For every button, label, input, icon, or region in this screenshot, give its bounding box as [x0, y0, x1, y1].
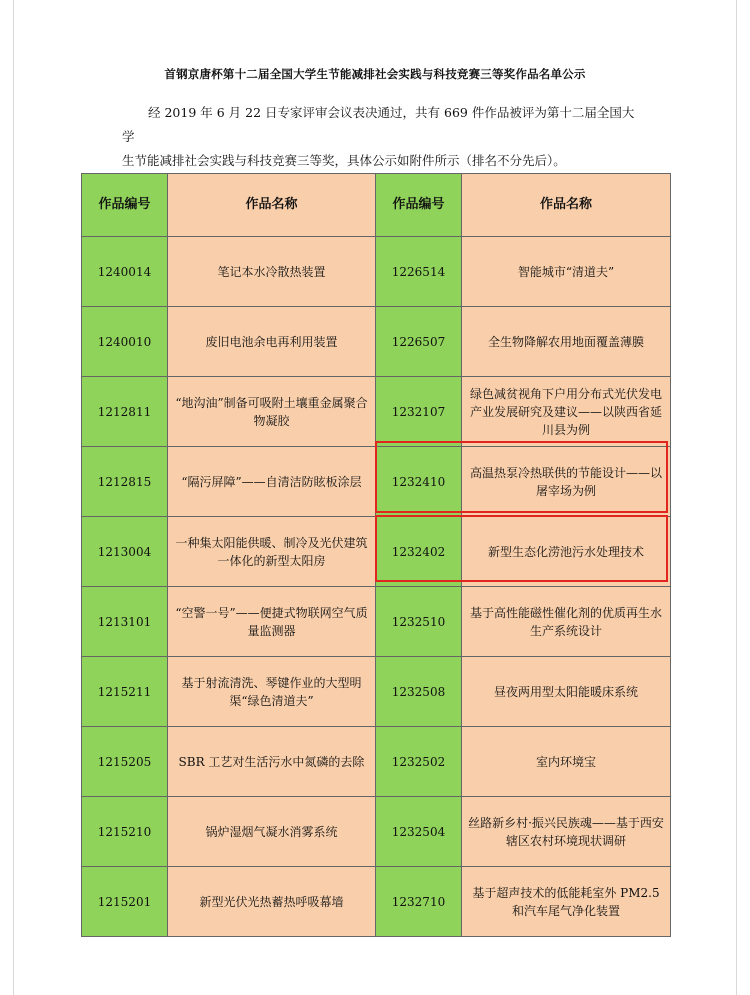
- work-name-right: 昼夜两用型太阳能暖床系统: [462, 657, 671, 727]
- work-id-right: 1226514: [376, 237, 462, 307]
- work-name-left: “隔污屏障”——自清洁防眩板涂层: [168, 447, 376, 517]
- header-name-right: 作品名称: [462, 174, 671, 237]
- table-row: [82, 657, 671, 727]
- work-name-right: 室内环境宝: [462, 727, 671, 797]
- work-id-left: 1212811: [82, 377, 168, 447]
- page-edge-right: [736, 0, 737, 995]
- work-name-left: 废旧电池余电再利用装置: [168, 307, 376, 377]
- work-name-left: “地沟油”制备可吸附土壤重金属聚合物凝胶: [168, 377, 376, 447]
- work-name-right: 全生物降解农用地面覆盖薄膜: [462, 307, 671, 377]
- work-id-right: 1232504: [376, 797, 462, 867]
- work-name-left: 笔记本水冷散热装置: [168, 237, 376, 307]
- intro-paragraph: [122, 101, 642, 173]
- work-id-right: 1232410: [376, 447, 462, 517]
- work-id-left: 1213004: [82, 517, 168, 587]
- work-id-right: 1226507: [376, 307, 462, 377]
- work-name-left: 基于射流清洗、琴键作业的大型明渠“绿色清道夫”: [168, 657, 376, 727]
- work-name-right: 绿色减贫视角下户用分布式光伏发电产业发展研究及建议——以陕西省延川县为例: [462, 377, 671, 447]
- work-id-right: 1232510: [376, 587, 462, 657]
- table-row: [82, 447, 671, 517]
- work-name-right: 丝路新乡村·振兴民族魂——基于西安辖区农村环境现状调研: [462, 797, 671, 867]
- table-row: [82, 587, 671, 657]
- work-id-left: 1212815: [82, 447, 168, 517]
- work-id-right: 1232502: [376, 727, 462, 797]
- header-name-left: 作品名称: [168, 174, 376, 237]
- table-header-row: [82, 174, 671, 237]
- table-row: [82, 797, 671, 867]
- work-name-left: SBR 工艺对生活污水中氮磷的去除: [168, 727, 376, 797]
- work-id-left: 1215211: [82, 657, 168, 727]
- work-name-left: “空警一号”——便捷式物联网空气质量监测器: [168, 587, 376, 657]
- work-id-right: 1232710: [376, 867, 462, 937]
- table-row: [82, 237, 671, 307]
- work-name-left: 一种集太阳能供暖、制冷及光伏建筑一体化的新型太阳房: [168, 517, 376, 587]
- header-id-right: 作品编号: [376, 174, 462, 237]
- work-id-left: 1213101: [82, 587, 168, 657]
- work-name-right: 智能城市“清道夫”: [462, 237, 671, 307]
- document-title: 首钢京唐杯第十二届全国大学生节能减排社会实践与科技竞赛三等奖作品名单公示: [164, 67, 586, 81]
- work-id-left: 1215210: [82, 797, 168, 867]
- page-edge-left: [13, 0, 14, 995]
- work-name-left: 锅炉湿烟气凝水消雾系统: [168, 797, 376, 867]
- work-name-right: 基于高性能磁性催化剂的优质再生水生产系统设计: [462, 587, 671, 657]
- work-id-left: 1240010: [82, 307, 168, 377]
- award-table: [81, 173, 671, 937]
- table-row: [82, 727, 671, 797]
- header-id-left: 作品编号: [82, 174, 168, 237]
- work-name-right: 基于超声技术的低能耗室外 PM2.5 和汽车尾气净化装置: [462, 867, 671, 937]
- work-id-right: 1232508: [376, 657, 462, 727]
- work-id-left: 1240014: [82, 237, 168, 307]
- work-id-right: 1232107: [376, 377, 462, 447]
- work-id-left: 1215205: [82, 727, 168, 797]
- work-id-right: 1232402: [376, 517, 462, 587]
- work-name-left: 新型光伏光热蓄热呼吸幕墙: [168, 867, 376, 937]
- table-row: [82, 517, 671, 587]
- paragraph-line-1: 经 2019 年 6 月 22 日专家评审会议表决通过，共有 669 件作品被评为第十二届全国大学: [122, 105, 635, 144]
- work-id-left: 1215201: [82, 867, 168, 937]
- paragraph-line-2: 生节能减排社会实践与科技竞赛三等奖，具体公示如附件所示（排名不分先后）。: [122, 153, 566, 168]
- work-name-right: 新型生态化涝池污水处理技术: [462, 517, 671, 587]
- table-row: [82, 377, 671, 447]
- work-name-right: 高温热泵冷热联供的节能设计——以屠宰场为例: [462, 447, 671, 517]
- table-row: [82, 307, 671, 377]
- table-row: [82, 867, 671, 937]
